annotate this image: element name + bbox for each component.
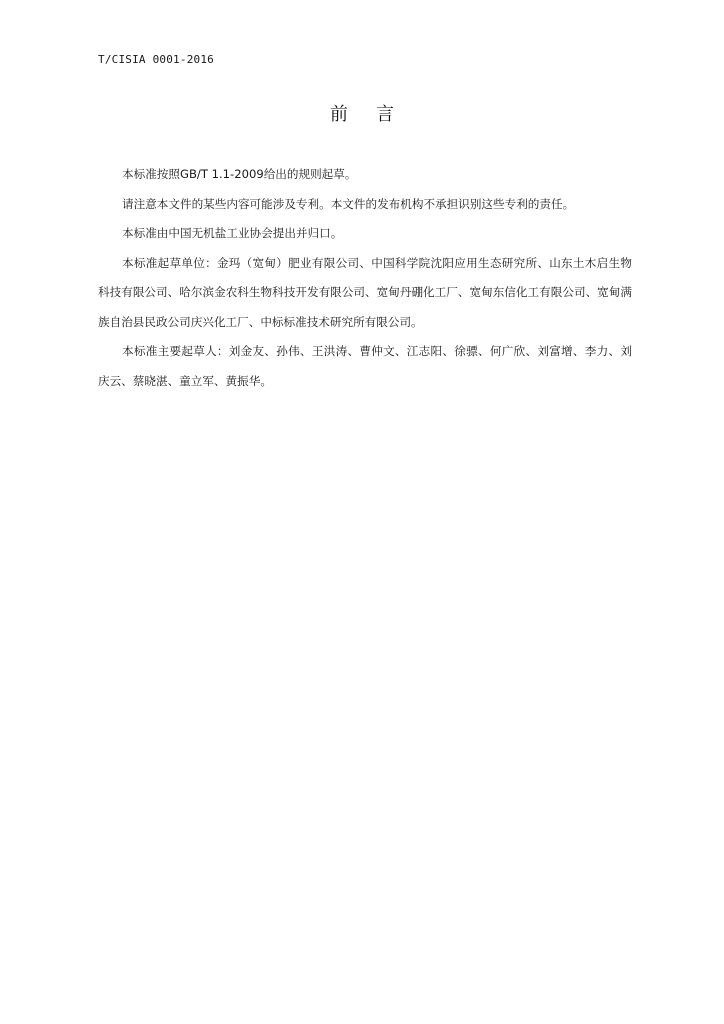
title-char-1: 前 [330, 104, 348, 125]
standard-code: T/CISIA 0001-2016 [98, 53, 214, 66]
paragraph-drafters: 本标准主要起草人：刘金友、孙伟、王洪涛、曹仲文、江志阳、徐骠、何广欣、刘富增、李力、刘庆云、蔡晓湛、童立军、黄振华。 [98, 344, 632, 388]
page-title [0, 100, 724, 126]
paragraph-proposer: 本标准由中国无机盐工业协会提出并归口。 [122, 226, 343, 240]
paragraph-drafting-units: 本标准起草单位：金玛（宽甸）肥业有限公司、中国科学院沈阳应用生态研究所、山东土木启生物科技有限公司、哈尔滨金农科生物科技开发有限公司、宽甸丹硼化工厂、宽甸东信化工有限公司、宽甸满族自治县民政公司庆兴化工厂、中标标准技术研究所有限公司。 [98, 255, 632, 329]
paragraph-patent-notice: 请注意本文件的某些内容可能涉及专利。本文件的发布机构不承担识别这些专利的责任。 [122, 196, 575, 211]
title-char-2: 言 [376, 104, 394, 125]
paragraph-drafting-rules: 本标准按照GB/T 1.1-2009给出的规则起草。 [122, 167, 357, 181]
foreword-body [98, 160, 632, 396]
